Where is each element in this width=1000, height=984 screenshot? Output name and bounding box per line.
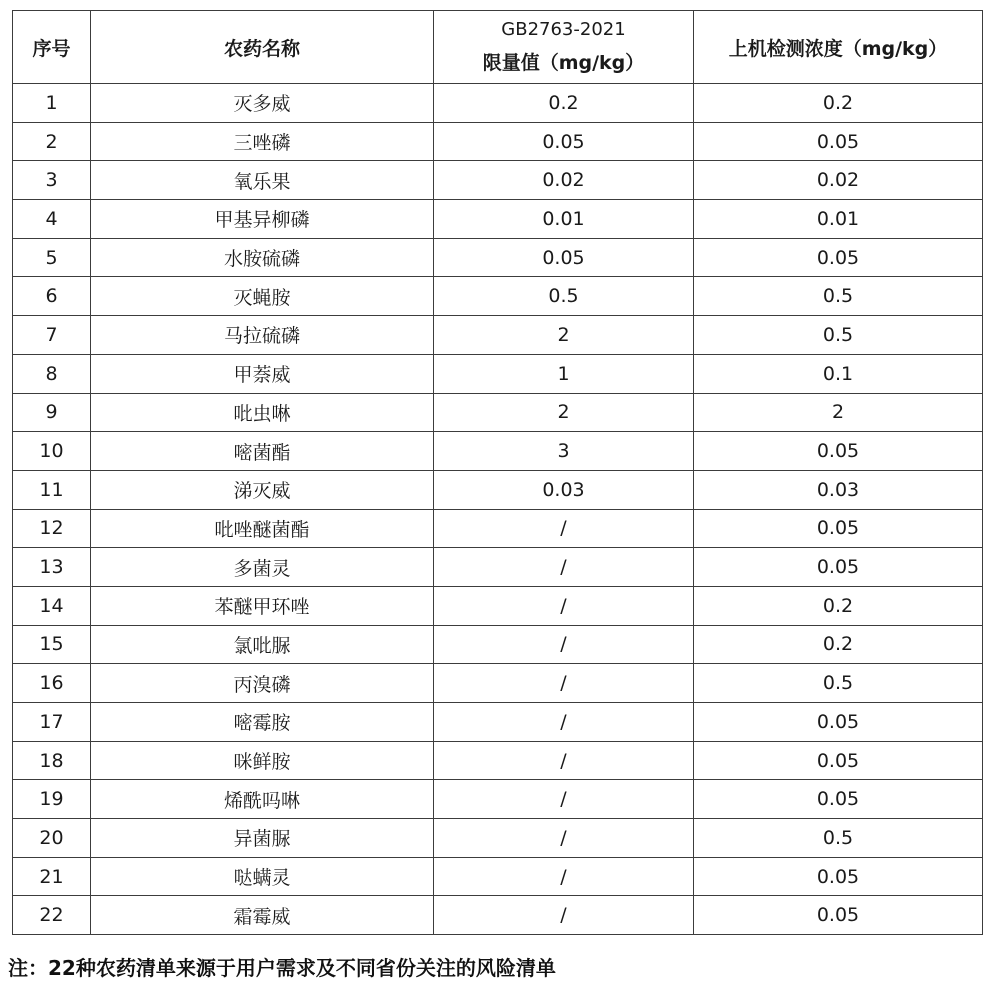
row-index: 2: [13, 122, 91, 161]
detected-concentration: 0.05: [694, 432, 983, 471]
pesticide-name: 烯酰吗啉: [91, 780, 434, 819]
detected-concentration: 0.5: [694, 664, 983, 703]
detected-concentration: 0.02: [694, 161, 983, 200]
limit-value: 1: [434, 354, 694, 393]
table-row: [13, 509, 983, 548]
table-row: [13, 238, 983, 277]
pesticide-name: 氯吡脲: [91, 625, 434, 664]
detected-concentration: 0.5: [694, 277, 983, 316]
row-index: 21: [13, 857, 91, 896]
table-row: [13, 741, 983, 780]
row-index: 4: [13, 200, 91, 239]
table-row: [13, 819, 983, 858]
table-body: [13, 84, 983, 935]
row-index: 18: [13, 741, 91, 780]
table-row: [13, 780, 983, 819]
row-index: 20: [13, 819, 91, 858]
table-row: [13, 200, 983, 239]
detected-concentration: 0.05: [694, 741, 983, 780]
table-row: [13, 548, 983, 587]
row-index: 14: [13, 586, 91, 625]
row-index: 3: [13, 161, 91, 200]
table-row: [13, 703, 983, 742]
header-detected-concentration: 上机检测浓度（mg/kg）: [694, 11, 983, 84]
limit-value: /: [434, 703, 694, 742]
footnote: 注：22种农药清单来源于用户需求及不同省份关注的风险清单: [8, 956, 556, 980]
pesticide-name: 丙溴磷: [91, 664, 434, 703]
table-row: [13, 122, 983, 161]
detected-concentration: 0.01: [694, 200, 983, 239]
row-index: 11: [13, 470, 91, 509]
row-index: 12: [13, 509, 91, 548]
limit-value: 0.05: [434, 238, 694, 277]
pesticide-name: 吡虫啉: [91, 393, 434, 432]
pesticide-name: 氧乐果: [91, 161, 434, 200]
limit-value: /: [434, 896, 694, 935]
row-index: 19: [13, 780, 91, 819]
header-limit: [434, 11, 694, 84]
limit-value: /: [434, 664, 694, 703]
detected-concentration: 0.05: [694, 703, 983, 742]
detected-concentration: 0.2: [694, 625, 983, 664]
limit-value: /: [434, 741, 694, 780]
pesticide-table-container: [12, 10, 982, 935]
table-row: [13, 354, 983, 393]
table-row: [13, 664, 983, 703]
detected-concentration: 0.05: [694, 548, 983, 587]
detected-concentration: 0.05: [694, 122, 983, 161]
limit-value: 2: [434, 393, 694, 432]
limit-value: 2: [434, 316, 694, 355]
table-row: [13, 393, 983, 432]
limit-value: 0.5: [434, 277, 694, 316]
detected-concentration: 0.5: [694, 819, 983, 858]
header-limit-value: 限量值（mg/kg）: [482, 52, 645, 74]
pesticide-name: 异菌脲: [91, 819, 434, 858]
row-index: 10: [13, 432, 91, 471]
row-index: 5: [13, 238, 91, 277]
table-row: [13, 432, 983, 471]
limit-value: 0.02: [434, 161, 694, 200]
limit-value: 0.05: [434, 122, 694, 161]
pesticide-name: 马拉硫磷: [91, 316, 434, 355]
row-index: 8: [13, 354, 91, 393]
pesticide-name: 甲萘威: [91, 354, 434, 393]
limit-value: 3: [434, 432, 694, 471]
limit-value: /: [434, 625, 694, 664]
limit-value: /: [434, 857, 694, 896]
detected-concentration: 0.5: [694, 316, 983, 355]
limit-value: 0.01: [434, 200, 694, 239]
table-header-row: [13, 11, 983, 84]
pesticide-name: 多菌灵: [91, 548, 434, 587]
pesticide-name: 苯醚甲环唑: [91, 586, 434, 625]
table-row: [13, 625, 983, 664]
detected-concentration: 2: [694, 393, 983, 432]
pesticide-name: 三唑磷: [91, 122, 434, 161]
table-row: [13, 586, 983, 625]
pesticide-name: 嘧霉胺: [91, 703, 434, 742]
pesticide-name: 嘧菌酯: [91, 432, 434, 471]
pesticide-name: 灭多威: [91, 84, 434, 123]
table-row: [13, 161, 983, 200]
detected-concentration: 0.2: [694, 586, 983, 625]
limit-value: /: [434, 780, 694, 819]
table-row: [13, 470, 983, 509]
row-index: 7: [13, 316, 91, 355]
pesticide-name: 咪鲜胺: [91, 741, 434, 780]
pesticide-name: 涕灭威: [91, 470, 434, 509]
limit-value: /: [434, 548, 694, 587]
header-index: 序号: [13, 11, 91, 84]
detected-concentration: 0.05: [694, 857, 983, 896]
detected-concentration: 0.03: [694, 470, 983, 509]
limit-value: /: [434, 586, 694, 625]
row-index: 6: [13, 277, 91, 316]
header-standard-code: GB2763-2021: [501, 19, 626, 40]
detected-concentration: 0.1: [694, 354, 983, 393]
pesticide-limit-table: [12, 10, 983, 935]
row-index: 13: [13, 548, 91, 587]
detected-concentration: 0.05: [694, 896, 983, 935]
detected-concentration: 0.05: [694, 780, 983, 819]
limit-value: /: [434, 819, 694, 858]
limit-value: /: [434, 509, 694, 548]
table-row: [13, 857, 983, 896]
pesticide-name: 哒螨灵: [91, 857, 434, 896]
row-index: 17: [13, 703, 91, 742]
detected-concentration: 0.2: [694, 84, 983, 123]
pesticide-name: 水胺硫磷: [91, 238, 434, 277]
pesticide-name: 甲基异柳磷: [91, 200, 434, 239]
row-index: 16: [13, 664, 91, 703]
row-index: 15: [13, 625, 91, 664]
pesticide-name: 灭蝇胺: [91, 277, 434, 316]
header-pesticide-name: 农药名称: [91, 11, 434, 84]
limit-value: 0.2: [434, 84, 694, 123]
table-row: [13, 277, 983, 316]
table-row: [13, 84, 983, 123]
limit-value: 0.03: [434, 470, 694, 509]
table-row: [13, 896, 983, 935]
detected-concentration: 0.05: [694, 238, 983, 277]
pesticide-name: 霜霉威: [91, 896, 434, 935]
row-index: 22: [13, 896, 91, 935]
detected-concentration: 0.05: [694, 509, 983, 548]
row-index: 9: [13, 393, 91, 432]
pesticide-name: 吡唑醚菌酯: [91, 509, 434, 548]
table-row: [13, 316, 983, 355]
row-index: 1: [13, 84, 91, 123]
